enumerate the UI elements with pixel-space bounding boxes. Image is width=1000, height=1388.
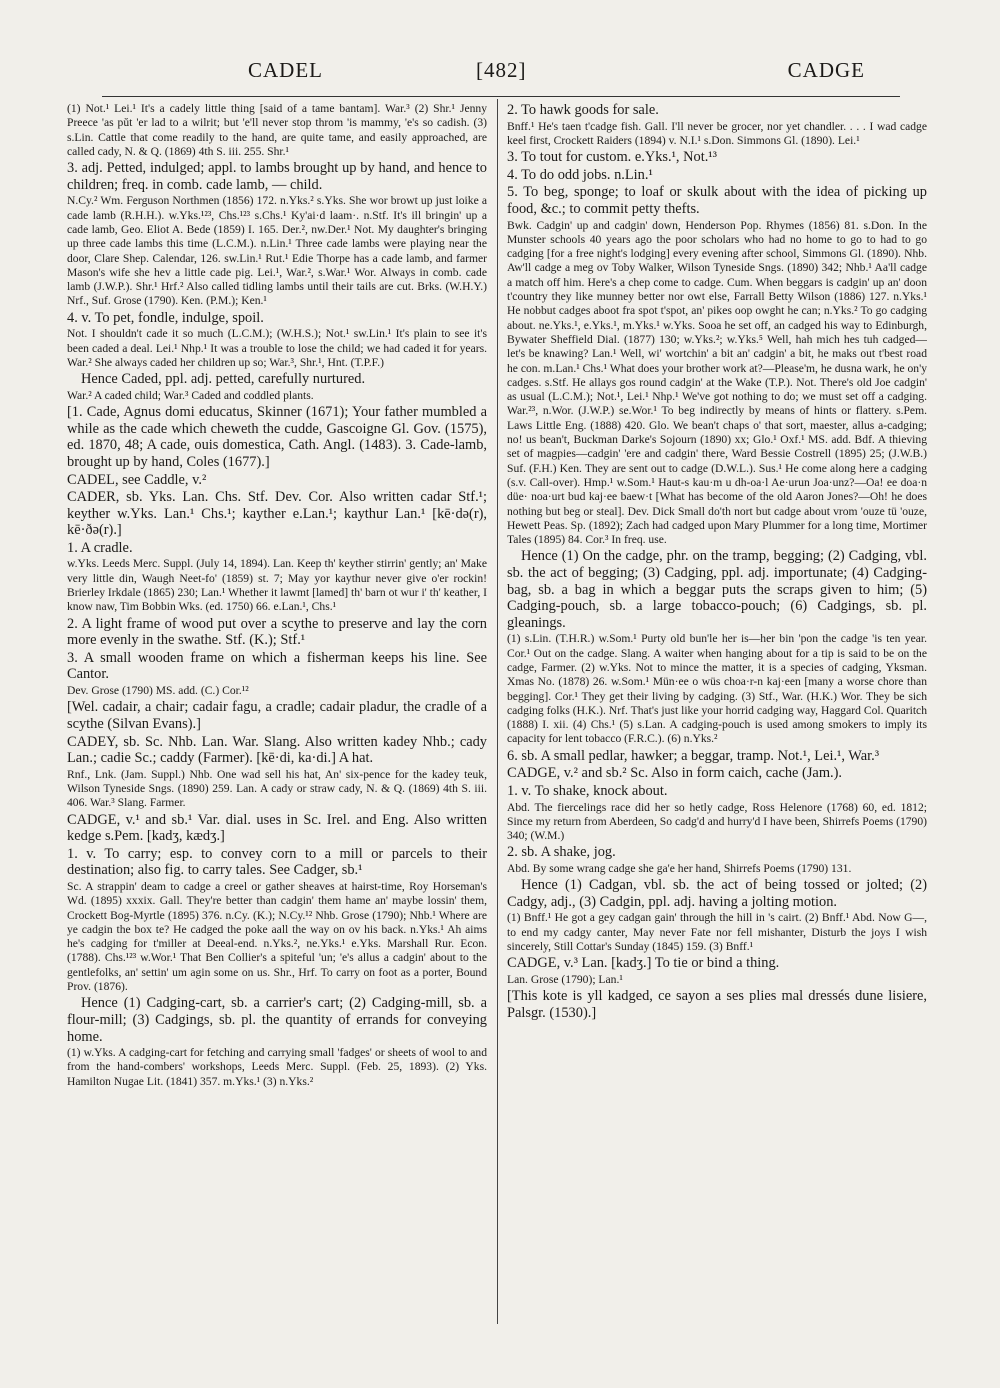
entry-paragraph: 4. To do odd jobs. n.Lin.¹ [507, 166, 653, 183]
entry-headword-paragraph: CADEL, see Caddle, v.² [67, 471, 207, 488]
entry-paragraph: [Wel. cadair, a chair; cadair fagu, a cradle; cadair pladur, the cradle of a scythe (Silvan Evans).] [67, 699, 487, 732]
entry-paragraph: Dev. Grose (1790) MS. add. (C.) Cor.¹² [67, 684, 249, 698]
header-rule [102, 96, 900, 97]
entry-paragraph: [This kote is yll kadged, ce sayon a ses plies mal dressés dune lisiere, Palsgr. (1530).] [507, 988, 927, 1021]
entry-headword-paragraph: CADEY, sb. Sc. Nhb. Lan. War. Slang. Also written kadey Nhb.; cady Lan.; cadie Sc.; caddy (Farmer). [kē·di, ka·di.] A hat. [67, 733, 487, 767]
entry-paragraph: 3. adj. Petted, indulged; appl. to lambs brought up by hand, and hence to children; freq. in comb. cade lamb, — child. [67, 160, 487, 193]
entry-paragraph: 3. To tout for custom. e.Yks.¹, Not.¹³ [507, 149, 717, 166]
entry-paragraph: Bwk. Cadgin' up and cadgin' down, Henderson Pop. Rhymes (1856) 81. s.Don. In the Munster schools 40 years ago the poor scholars who had no home to go to had to go cadging [for a free night's lodging] every evening after school, Simmons Gl. (1890). Nhb. Aw'll cadge a meg ov Toby Walker, Wilson Tyneside Sngs. (1890) 342; Nhb.¹ Aa'll cadge a match off him. Here's a chep come to cadge. Cum. When beggars is cadgin' up an' doon t'country they like munney better nor owt else, Farrall Betty Wilson (1886) 127. n.Yks.¹ He nobbut cadges aboot fra spot t'spot, an' pikes oop owght he can; n.Yks.² To go cadging about. ne.Yks.¹, e.Yks.¹, m.Yks.¹ w.Yks. Sooa he set off, an cadged his way to Edinburgh, Bywater Sheffield Dial. (1877) 130; w.Yks.²; w.Yks.⁵ Well, hah mich hes tuh cadged—let's be knawing? Lan.¹ Well, wi' wortchin' a bit an' cadgin' a bit, he maks out t'best road he con. m.Lan.¹ Chs.¹ What does your brother work at?—Please'm, he dusna wark, he on'y cadges. s.Stf. He allays gos round cadgin' at the Wake (T.P.). Not. There's old Joe cadgin' as usual (L.C.M.); Not.¹, Lei.¹ Nhp.¹ We've got nothing to do; we must set off a cadging. War.²³, n.Wor. (J.W.P.) se.Wor.¹ To beg indirectly by means of hints or flattery. s.Pem. Laws Little Eng. (1888) 420. Glo. We bean't chaps o' that sort, maester, allus a-cadging; no! us bean't, Buckman Darke's Sojourn (1890) xx; Glo.¹ Oxf.¹ MS. add. Bdf. A thieving set of magpies—cadgin' 'ere and cadgin' there, Ward Bessie Costrell (1895) 25; (J.W.B.) Suf. (F.H.) Ken. They are sent out to cadge (D.W.L.). Sus.¹ He come along here a cadging (s.v. Call-over). Hmp.¹ w.Som.¹ Haut-s kau·m u dh-oa·l Ae·urun Joa·unz?—Oa! ee doa·n düe· noa·urt bud kaj·ee baew·t [What has become of the old Aaron Jones?—Oh! he does nothing but beg or steal]. Dev. Dick Small do'th nort but cadge about vrom 'ouze tü 'ouze, Hewett Peas. Sp. (1892); Zach had cadged upon Mary Plummer for a long time, Mortimer Tales (1895) 84. Cor.³ In freq. use. [507, 218, 927, 547]
entry-paragraph: Sc. A strappin' deam to cadge a creel or gather sheaves at hairst-time, Roy Horseman's Wd. (1895) xxxix. Gall. They're better than cadgin' them hame an' maybe lossin' them, Crockett Bog-Myrtle (1895) 376. n.Cy. (K.); N.Cy.¹² Nhb. Grose (1790); Nhb.¹ Where are ye cadgin the box te? He cadged the poke aall the way on ov his back. n.Yks.¹ Ah aims he's cadging for t'miller at Deeal-end. n.Yks.², ne.Yks.¹ e.Yks. Marshall Rur. Econ. (1788). Chs.¹²³ w.Wor.¹ That Ben Collier's a spiteful 'un; 'e's allus a cadgin' about to the gentlefolks, an' settin' um agin some on us. Shr., Hrf. To carry on foot as a porter, Bound Prov. (1876). [67, 879, 487, 994]
entry-paragraph: 2. sb. A shake, jog. [507, 844, 616, 861]
page-header [100, 58, 900, 90]
entry-paragraph: Not. I shouldn't cade it so much (L.C.M.); (W.H.S.); Not.¹ sw.Lin.¹ It's plain to see it's been caded a deal. Lei.¹ Nhp.¹ It was a trouble to lose the child; we had caded it for years. War.² She always caded her children up so; War.³, Shr.¹, Hnt. (T.P.F.) [67, 327, 487, 369]
entry-paragraph: 6. sb. A small pedlar, hawker; a beggar, tramp. Not.¹, Lei.¹, War.³ [507, 747, 880, 764]
entry-paragraph: (1) Bnff.¹ He got a gey cadgan gain' through the hill in 's cairt. (2) Bnff.¹ Abd. Now G—, to end my cadgy canter, May never Fate nor fell mishanter, Disturb the joys I wish sincerely, Still Cottar's Sunday (1845) 159. (3) Bnff.¹ [507, 911, 927, 954]
entry-paragraph: Rnf., Lnk. (Jam. Suppl.) Nhb. One wad sell his hat, An' six-pence for the kadey teuk, Wilson Tyneside Sngs. (1890) 259. Lan. A cady or straw cady, N. & Q. (1869) 4th S. iii. 406. War.³ Slang. Farmer. [67, 767, 487, 810]
left-column [67, 102, 487, 1327]
entry-paragraph: [1. Cade, Agnus domi educatus, Skinner (1671); Your father mumbled a while as the cade which cheweth the cudde, Gascoigne Gl. Gov. (1575), ed. 1870, 48; A cade, ouis domestica, Cath. Angl. (1483). 3. Cade-lamb, brought up by hand, Coles (1677).] [67, 404, 487, 470]
page-number: [482] [476, 58, 527, 82]
entry-paragraph: 2. A light frame of wood put over a scythe to preserve and lay the corn more evenly in the swathe. Stf. (K.); Stf.¹ [67, 615, 487, 649]
entry-paragraph: (1) w.Yks. A cadging-cart for fetching and carrying small 'fadges' or sheets of wool to and from the hand-combers' workshops, Leeds Merc. Suppl. (Feb. 25, 1893). (2) Yks. Hamilton Nugae Lit. (1841) 357. m.Yks.¹ (3) n.Yks.² [67, 1046, 487, 1088]
entry-paragraph: Hence (1) Cadging-cart, sb. a carrier's cart; (2) Cadging-mill, sb. a flour-mill; (3) Cadgings, sb. pl. the quantity of errands for conveying home. [67, 995, 487, 1045]
entry-headword-paragraph: CADGE, v.³ Lan. [kadʒ.] To tie or bind a thing. [507, 955, 780, 972]
entry-paragraph: Abd. The fiercelings race did her so hetly cadge, Ross Helenore (1768) 60, ed. 1812; Since my return from Aberdeen, So cadg'd and hurry'd I have been, Shirrefs Poems (1790) 340; (W.M.) [507, 800, 927, 843]
entry-paragraph: Hence Caded, ppl. adj. petted, carefully nurtured. [81, 371, 366, 388]
column-divider [497, 99, 498, 1324]
entry-paragraph: 1. A cradle. [67, 539, 133, 556]
entry-paragraph: War.² A caded child; War.³ Caded and coddled plants. [67, 388, 314, 402]
entry-paragraph: Lan. Grose (1790); Lan.¹ [507, 972, 623, 986]
entry-headword-paragraph: CADGE, v.¹ and sb.¹ Var. dial. uses in Sc. Irel. and Eng. Also written kedge s.Pem. [kadʒ, kædʒ.] [67, 811, 487, 845]
entry-headword-paragraph: CADER, sb. Yks. Lan. Chs. Stf. Dev. Cor. Also written cadar Stf.¹; keyther w.Yks. Lan.¹ Chs.¹; kayther e.Lan.¹; kaythur Lan.¹ [kē·də(r), kē·ðə(r).] [67, 489, 487, 539]
entry-paragraph: 2. To hawk goods for sale. [507, 102, 659, 118]
entry-paragraph: 3. A small wooden frame on which a fisherman keeps his line. See Cantor. [67, 649, 487, 683]
entry-paragraph: w.Yks. Leeds Merc. Suppl. (July 14, 1894). Lan. Keep th' keyther stirrin' gently; an' Make very little din, Waugh Neet-fo' (1859) st. 7; May yor kaythur never give o'er rockin! Brierley Irkdale (1865) 230; Lan.¹ Whether it lawmt [lamed] th' barn ot wur i' th' keather, I know naw, Tim Bobbin Wks. (ed. 1750) 66. e.Lan.¹, Chs.¹ [67, 557, 487, 614]
right-column [507, 102, 927, 1327]
entry-paragraph: Bnff.¹ He's taen t'cadge fish. Gall. I'll never be grocer, nor yet chandler. . . . I wad cadge keel first, Crockett Raiders (1894) v. N.I.¹ s.Don. Simmons Gl. (1890). Lei.¹ [507, 119, 927, 147]
entry-paragraph: 1. v. To shake, knock about. [507, 782, 668, 799]
header-left-guide-word: CADEL [248, 58, 323, 82]
entry-paragraph: 5. To beg, sponge; to loaf or skulk about with the idea of picking up food, &c.; to commit petty thefts. [507, 184, 927, 217]
entry-paragraph: Abd. By some wrang cadge she ga'e her hand, Shirrefs Poems (1790) 131. [507, 862, 852, 875]
entry-paragraph: (1) s.Lin. (T.H.R.) w.Som.¹ Purty old bun'le her is—her bin 'pon the cadge 'is ten year. Cor.¹ Out on the cadge. Slang. A waiter when hanging about for a tip is said to be on the cadge, Farmer. (2) w.Yks. Not to mince the matter, it is a species of cadging, Yksman. Xmas No. (1878) 26. w.Som.¹ Mün·ee o wüs choa·r-n kaj·een [many a worse chore than begging]. Cor.¹ They get their living by cadging. (3) Stf., War. (H.K.) Wor. They be sich cadging folks (H.K.). Nrf. That's just like your horrid cadging way, Haggard Col. Quaritch (1888) I. xii. (4) Chs.¹ (5) s.Lan. A cadging-pouch is used among smokers to imply its capacity for lent tobacco (F.R.C.). (6) n.Yks.² [507, 632, 927, 746]
entry-paragraph: 4. v. To pet, fondle, indulge, spoil. [67, 309, 264, 326]
entry-paragraph: N.Cy.² Wm. Ferguson Northmen (1856) 172. n.Yks.² s.Yks. She wor browt up just loike a cade lamb (R.H.H.). w.Yks.¹²³, Chs.¹²³ s.Chs.¹ Ky'ai·d laam·. n.Stf. It's ill bringin' up a cade lamb, Geo. Eliot A. Bede (1859) I. 165. Der.², nw.Der.¹ Not. My daughter's bringing up three cade lambs this time (L.C.M.). n.Lin.¹ Three cade lambs were playing near the door, Clare Shep. Calendar, 126. sw.Lin.¹ Rut.¹ Edie Thorpe has a cade lamb, and farmer Mason's wife she hev a little cade pig. Lei.¹, War.², s.War.¹ Wor. Always in comb. cade lamb (J.W.P.). Shr.¹ Hrf.² Also called tidling lambs until their tails are cut. Brks. (W.H.Y.) Nrf., Suf. Grose (1790). Ken. (P.M.); Ken.¹ [67, 194, 487, 308]
entry-headword-paragraph: CADGE, v.² and sb.² Sc. Also in form caich, cache (Jam.). [507, 765, 843, 782]
entry-paragraph: 1. v. To carry; esp. to convey corn to a mill or parcels to their destination; also fig. to carry tales. See Cadger, sb.¹ [67, 845, 487, 879]
entry-paragraph: (1) Not.¹ Lei.¹ It's a cadely little thing [said of a tame bantam]. War.³ (2) Shr.¹ Jenny Preece 'as pŭt 'er lad to a wilrit; but 'e'll never stop throm 'is mammy, 'e's so cadish. (3) s.Lin. Cattle that come readily to the hand, are quite tame, and easily approached, are called cady, N. & Q. (1869) 4th S. iii. 255. Shr.¹ [67, 102, 487, 158]
entry-paragraph: Hence (1) On the cadge, phr. on the tramp, begging; (2) Cadging, vbl. sb. the act of begging; (3) Cadging, ppl. adj. importunate; (4) Cadging-bag, sb. a bag in which a beggar puts the scraps given to him; (5) Cadging-pouch, sb. a large tobacco-pouch; (6) Cadgings, sb. pl. gleanings. [507, 548, 927, 631]
header-right-guide-word: CADGE [787, 58, 865, 82]
entry-paragraph: Hence (1) Cadgan, vbl. sb. the act of being tossed or jolted; (2) Cadgy, adj., (3) Cadgin, ppl. adj. having a jolting motion. [507, 877, 927, 910]
